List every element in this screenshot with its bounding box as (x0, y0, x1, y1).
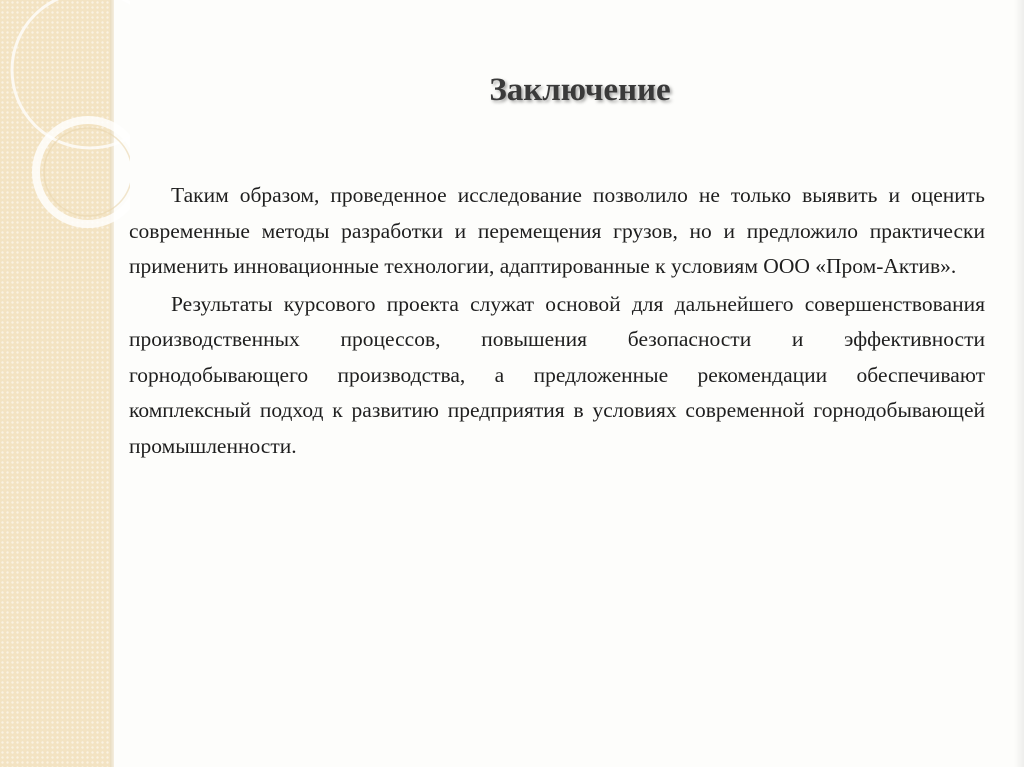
body-paragraph-2: Результаты курсового проекта служат основой для дальнейшего совершенствования производственных процессов, повышения безопасности и эффективности горнодобывающего производства, а предложенные рекомендации обеспечивают комплексный подход к развитию предприятия в условиях современной горнодобывающей промышленности. (129, 291, 985, 458)
slide-title: Заключение (489, 72, 671, 108)
body-paragraph-1: Таким образом, проведенное исследование позволило не только выявить и оценить современные методы разработки и перемещения грузов, но и предложило практически применить инновационные технологии, адаптированные к условиям ООО «Пром-Актив». (129, 183, 985, 278)
side-band-edge (110, 0, 114, 767)
decorative-side-band (0, 0, 110, 767)
right-edge-shadow (1014, 0, 1024, 767)
slide-body (129, 178, 985, 466)
